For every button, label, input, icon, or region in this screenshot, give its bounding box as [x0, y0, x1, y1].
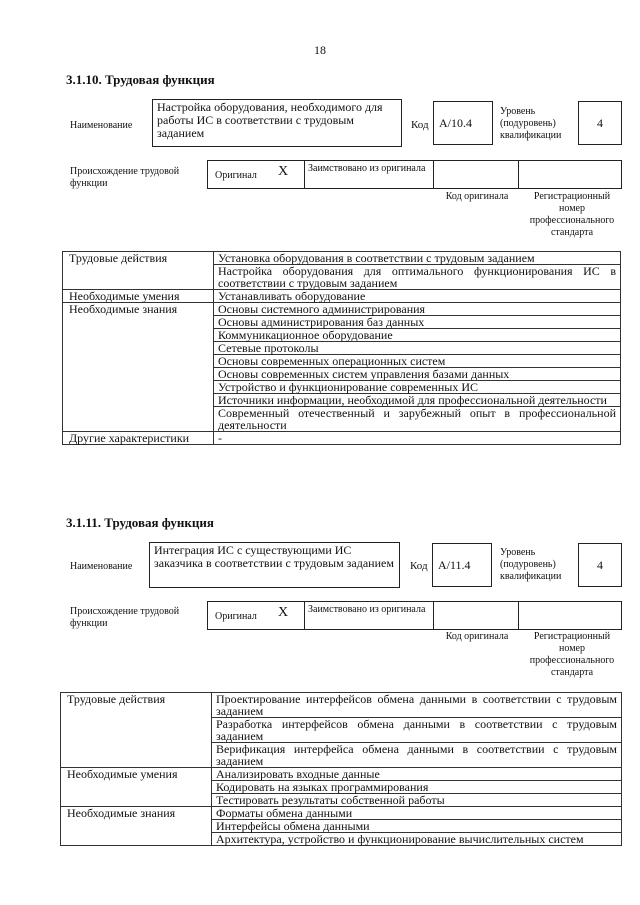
function-name-box: Настройка оборудования, необходимого для работы ИС в соответствии с трудовым заданием — [152, 99, 402, 147]
table-cell: Интерфейсы обмена данными — [212, 820, 622, 833]
original-mark: X — [278, 605, 289, 620]
original-mark: X — [278, 164, 289, 179]
section-title: 3.1.11. Трудовая функция — [66, 515, 214, 530]
table-cell: Форматы обмена данными — [212, 807, 622, 820]
table-cell: Устройство и функционирование современных ИС — [214, 381, 621, 394]
name-label: Наименование — [70, 120, 133, 131]
level-label: Уровень (подуровень) квалификации — [500, 106, 562, 141]
table-cell: Анализировать входные данные — [212, 768, 622, 781]
table-cell: Основы системного администрирования — [214, 303, 621, 316]
code-box: А/10.4 — [433, 101, 493, 145]
category-knowledge: Необходимые знания — [63, 303, 214, 432]
section-title: 3.1.10. Трудовая функция — [66, 72, 215, 87]
table-cell: Кодировать на языках программирования — [212, 781, 622, 794]
category-other: Другие характеристики — [63, 432, 214, 445]
code-label: Код — [410, 560, 428, 572]
detail-table — [62, 251, 621, 445]
reg-number-label: Регистрационный номер профессионального стандарта — [529, 191, 615, 238]
table-cell: Коммуникационное оборудование — [214, 329, 621, 342]
code-original-label: Код оригинала — [445, 631, 509, 642]
borrowed-label: Заимствовано из оригинала — [308, 604, 426, 615]
original-label: Оригинал — [215, 611, 257, 622]
table-cell: Настройка оборудования для оптимального функционирования ИС в соответствии с трудовым заданием — [214, 265, 621, 290]
level-label: Уровень (подуровень) квалификации — [500, 547, 562, 582]
code-label: Код — [411, 119, 429, 131]
category-knowledge: Необходимые знания — [61, 807, 212, 846]
level-box: 4 — [578, 543, 622, 587]
table-cell: Основы современных систем управления базами данных — [214, 368, 621, 381]
table-cell: Источники информации, необходимой для профессиональной деятельности — [214, 394, 621, 407]
name-label: Наименование — [70, 561, 133, 572]
origin-label: Происхождение трудовой функции — [70, 606, 180, 629]
original-label: Оригинал — [215, 170, 257, 181]
table-cell: Современный отечественный и зарубежный опыт в профессиональной деятельности — [214, 407, 621, 432]
table-cell: Устанавливать оборудование — [214, 290, 621, 303]
category-skills: Необходимые умения — [61, 768, 212, 807]
borrowed-label: Заимствовано из оригинала — [308, 163, 426, 174]
table-cell: Верификация интерфейса обмена данными в соответствии с трудовым заданием — [212, 743, 622, 768]
table-cell: Проектирование интерфейсов обмена данными в соответствии с трудовым заданием — [212, 693, 622, 718]
category-skills: Необходимые умения — [63, 290, 214, 303]
table-cell: Архитектура, устройство и функционирование вычислительных систем — [212, 833, 622, 846]
detail-table — [60, 692, 622, 846]
category-labor-actions: Трудовые действия — [61, 693, 212, 768]
table-cell: Сетевые протоколы — [214, 342, 621, 355]
table-cell: Основы современных операционных систем — [214, 355, 621, 368]
category-labor-actions: Трудовые действия — [63, 252, 214, 290]
origin-label: Происхождение трудовой функции — [70, 166, 180, 189]
page-number: 18 — [314, 43, 326, 57]
code-original-label: Код оригинала — [445, 191, 509, 202]
level-box: 4 — [578, 101, 622, 145]
function-name-box: Интеграция ИС с существующими ИС заказчика в соответствии с трудовым заданием — [149, 542, 400, 588]
table-cell: Разработка интерфейсов обмена данными в соответствии с трудовым заданием — [212, 718, 622, 743]
table-cell: Основы администрирования баз данных — [214, 316, 621, 329]
table-cell: Тестировать результаты собственной работы — [212, 794, 622, 807]
table-cell: - — [214, 432, 621, 445]
code-box: А/11.4 — [432, 543, 492, 587]
reg-number-label: Регистрационный номер профессионального стандарта — [529, 631, 615, 678]
table-cell: Установка оборудования в соответствии с трудовым заданием — [214, 252, 621, 265]
